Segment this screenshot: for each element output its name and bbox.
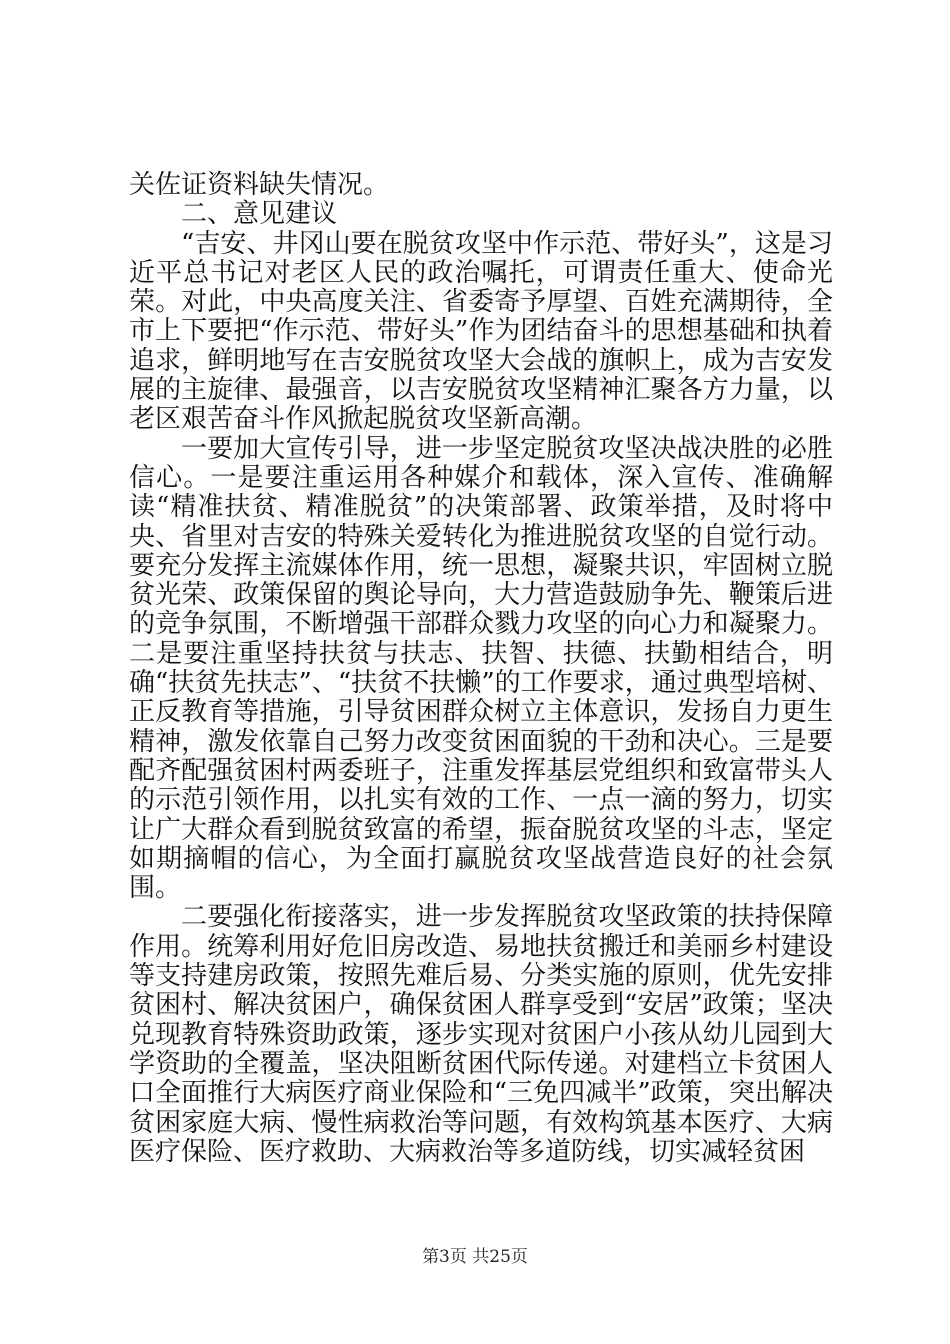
paragraph-policy: 二要强化衔接落实，进一步发挥脱贫攻坚政策的扶持保障作用。统筹利用好危旧房改造、易地扶贫搬迁和美丽乡村建设等支持建房政策，按照先难后易、分类实施的原则，优先安排贫困村、解决贫困户，确保贫困人群享受到“安居”政策；坚决兑现教育特殊资助政策，逐步实现对贫困户小孩从幼儿园到大学资助的全覆盖，坚决阻断贫困代际传递。对建档立卡贫困人口全面推行大病医疗商业保险和“三免四减半”政策，突出解决贫困家庭大病、慢性病救治等问题，有效构筑基本医疗、大病医疗保险、医疗救助、大病救治等多道防线，切实减轻贫困 [129, 902, 833, 1167]
paragraph-publicity: 一要加大宣传引导，进一步坚定脱贫攻坚决战决胜的必胜信心。一是要注重运用各种媒介和载体，深入宣传、准确解读“精准扶贫、精准脱贫”的决策部署、政策举措，及时将中央、省里对吉安的特殊关爱转化为推进脱贫攻坚的自觉行动。要充分发挥主流媒体作用，统一思想，凝聚共识，牢固树立脱贫光荣、政策保留的舆论导向，大力营造鼓励争先、鞭策后进的竞争氛围，不断增强干部群众戮力攻坚的向心力和凝聚力。二是要注重坚持扶贫与扶志、扶智、扶德、扶勤相结合，明确“扶贫先扶志”、“扶贫不扶懒”的工作要求，通过典型培树、正反教育等措施，引导贫困群众树立主体意识，发扬自力更生精神，激发依靠自己努力改变贫困面貌的干劲和决心。三是要配齐配强贫困村两委班子，注重发挥基层党组织和致富带头人的示范引领作用，以扎实有效的工作、一点一滴的努力，切实让广大群众看到脱贫致富的希望，振奋脱贫攻坚的斗志，坚定如期摘帽的信心，为全面打赢脱贫攻坚战营造良好的社会氛围。 [129, 433, 833, 904]
page-number-footer: 第3页 共25页 [422, 1247, 528, 1267]
paragraph-intro: “吉安、井冈山要在脱贫攻坚中作示范、带好头”，这是习近平总书记对老区人民的政治嘱托，可谓责任重大、使命光荣。对此，中央高度关注、省委寄予厚望、百姓充满期待，全市上下要把“作示范、带好头”作为团结奋斗的思想基础和执着追求，鲜明地写在吉安脱贫攻坚大会战的旗帜上，成为吉安发展的主旋律、最强音，以吉安脱贫攻坚精神汇聚各方力量，以老区艰苦奋斗作风掀起脱贫攻坚新高潮。 [129, 228, 833, 435]
document-body [129, 171, 833, 1167]
paragraph-continuation: 关佐证资料缺失情况。 [129, 170, 390, 200]
section-heading: 二、意见建议 [181, 199, 338, 230]
